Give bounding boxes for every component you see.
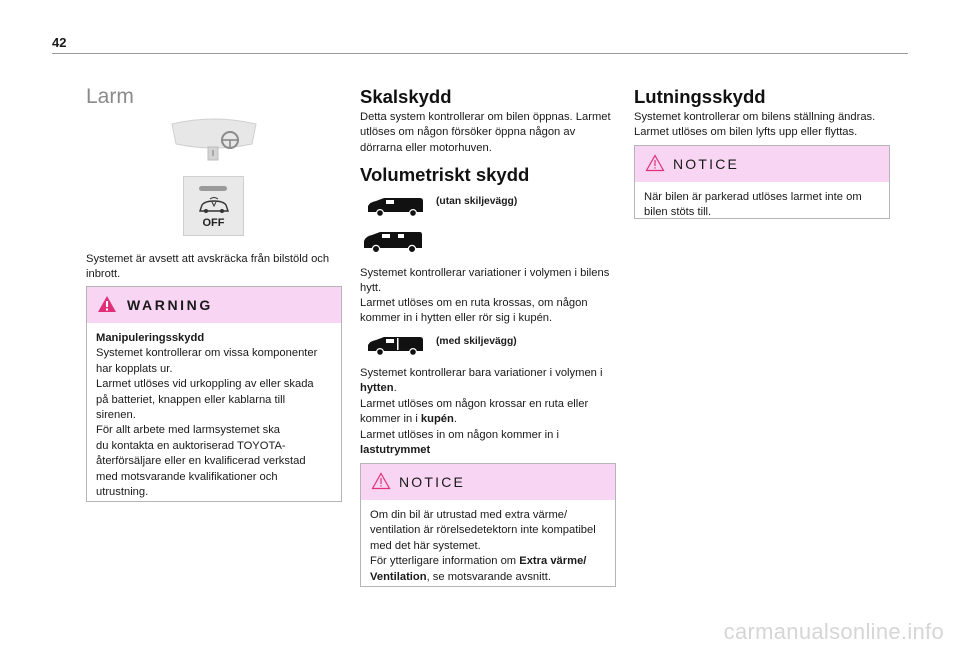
warning-heading: Manipuleringsskydd — [96, 332, 205, 344]
warning-title: WARNING — [127, 297, 213, 313]
volumetric-text-1: Systemet kontrollerar variationer i volymen i bilens hytt. — [360, 267, 610, 295]
notice-triangle-icon — [645, 154, 665, 172]
site-watermark[interactable]: carmanualsonline.info — [723, 619, 944, 644]
notice-title: NOTICE — [673, 156, 740, 172]
off-label: OFF — [202, 217, 225, 229]
warning-body — [87, 323, 341, 508]
van-with-partition-icon — [366, 335, 426, 357]
van-without-partition-icon — [366, 196, 426, 218]
notice-body — [361, 500, 615, 593]
warning-line: på batteriet, knappen eller kablarna till — [96, 393, 286, 406]
notice-box-col3 — [634, 145, 890, 219]
volumetric-text-2: Larmet utlöses om en ruta krossas, om någon kommer in i hytten eller rör sig i kupén. — [360, 297, 588, 325]
warning-line: har kopplats ur. — [96, 362, 173, 375]
volumetric-text-4: Larmet utlöses om någon krossar en ruta eller kommer in i kupén. — [360, 398, 589, 426]
volumetric-text-3: Systemet kontrollerar bara variationer i volymen i hytten. — [360, 367, 603, 395]
warning-line: med motsvarande kvalifikationer och — [96, 470, 278, 483]
warning-line: Systemet kontrollerar om vissa komponenter — [96, 347, 318, 360]
warning-line: sirenen. — [96, 409, 136, 422]
notice-line: Om din bil är utrustad med extra värme/ — [370, 509, 568, 521]
notice-line: med det här systemet. — [370, 539, 481, 552]
warning-header — [87, 287, 341, 323]
notice-triangle-icon — [371, 472, 391, 490]
warning-line: du kontakta en auktoriserad TOYOTA- — [96, 439, 286, 452]
notice-body: När bilen är parkerad utlöses larmet inte om bilen stöts till. — [644, 191, 862, 219]
alarm-off-button-illustration — [183, 176, 244, 236]
warning-box — [86, 286, 342, 502]
lutningsskydd-text: Systemet kontrollerar om bilens ställning ändras. Larmet utlöses om bilen lyfts upp eller flyttas. — [634, 111, 876, 139]
section-title-skalskydd: Skalskydd — [360, 86, 452, 107]
skalskydd-text: Detta system kontrollerar om bilen öppnas. Larmet utlöses om någon försöker öppna någon av dörrarna eller motorhuven. — [360, 111, 611, 154]
alarm-intro: Systemet är avsett att avskräcka från bilstöld och inbrott. — [86, 253, 330, 281]
notice-header — [635, 146, 889, 182]
warning-line: återförsäljare eller en kvalificerad verkstad — [96, 455, 306, 468]
notice-line: Ventilation, se motsvarande avsnitt. — [370, 570, 551, 583]
page-number: 42 — [52, 35, 67, 50]
notice-line: ventilation är rörelsedetektorn inte kompatibel — [370, 524, 596, 537]
notice-title: NOTICE — [399, 474, 466, 490]
section-title-lutningsskydd: Lutningsskydd — [634, 86, 766, 107]
label-with-partition: (med skiljevägg) — [436, 336, 517, 347]
section-title-volumetriskt: Volumetriskt skydd — [360, 164, 530, 185]
notice-header — [361, 464, 615, 500]
section-title-larm: Larm — [86, 85, 134, 108]
warning-triangle-icon — [97, 295, 117, 313]
car-alarm-icon — [197, 197, 231, 215]
label-without-partition: (utan skiljevägg) — [436, 196, 518, 207]
warning-line: Larmet utlöses vid urkoppling av eller skada — [96, 378, 314, 391]
van-long-icon — [362, 230, 424, 254]
volumetric-text-5: Larmet utlöses in om någon kommer in i lastutrymmet — [360, 429, 559, 457]
warning-line: För allt arbete med larmsystemet ska — [96, 424, 281, 437]
mirror-illustration — [168, 114, 260, 164]
notice-line: För ytterligare information om Extra värme/ — [370, 555, 587, 568]
header-divider — [52, 53, 908, 54]
warning-line: utrustning. — [96, 486, 149, 499]
notice-box-col2 — [360, 463, 616, 587]
